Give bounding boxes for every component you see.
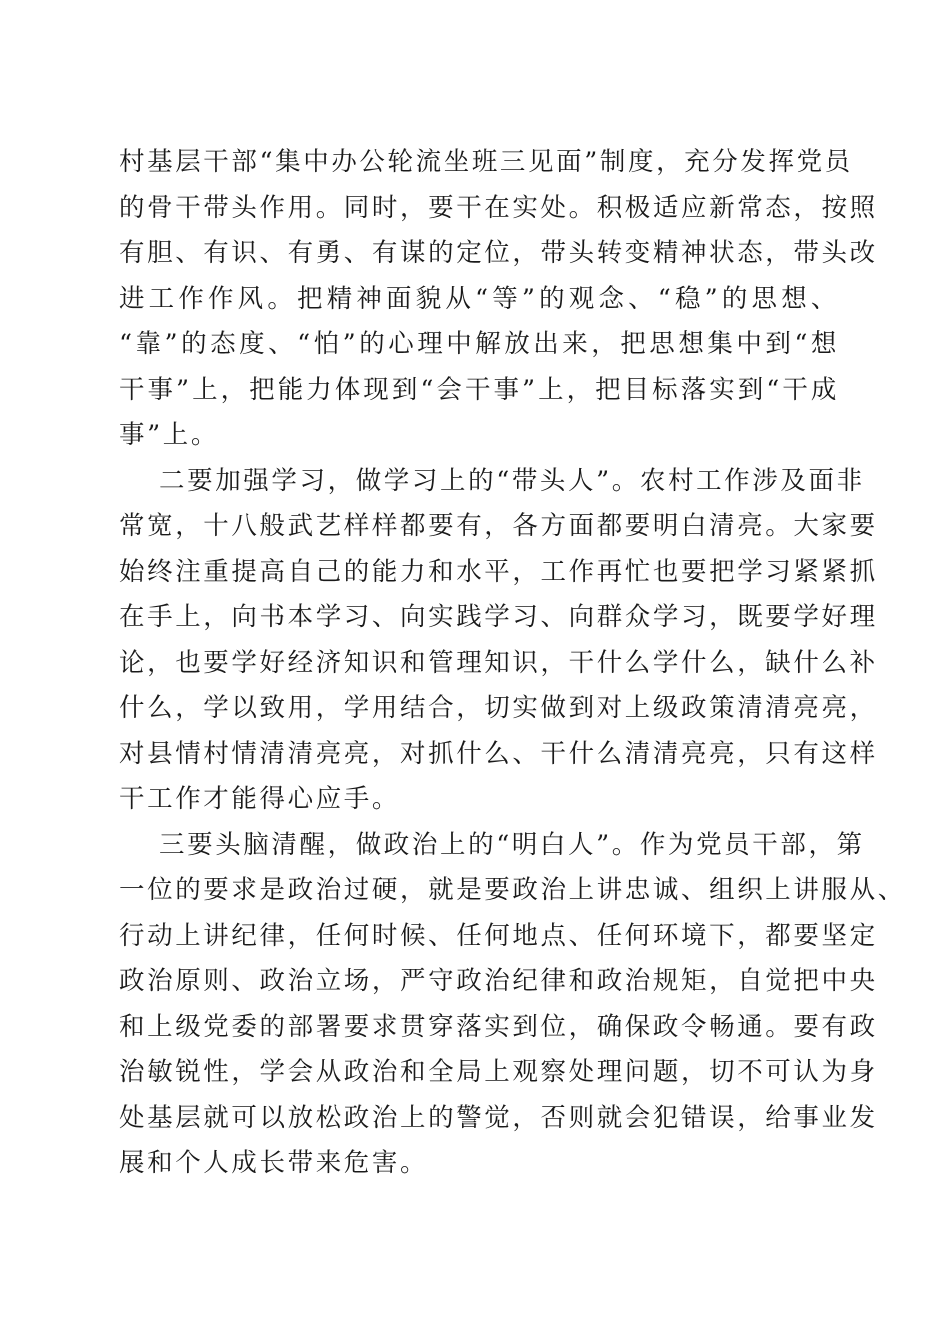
text-line: 始终注重提高自己的能力和水平，工作再忙也要把学习紧紧抓	[119, 556, 878, 587]
text-line: 在手上，向书本学习、向实践学习、向群众学习，既要学好理	[119, 602, 878, 632]
text-line: 村基层干部“集中办公轮流坐班三见面”制度，充分发挥党员	[119, 147, 853, 177]
text-line: “靠”的态度、“怕”的心理中解放出来，把思想集中到“想	[119, 329, 839, 359]
text-line: 干事”上，把能力体现到“会干事”上，把目标落实到“干成	[119, 374, 839, 405]
text-line: 处基层就可以放松政治上的警觉，否则就会犯错误，给事业发	[119, 1102, 878, 1133]
text-line: 的骨干带头作用。同时，要干在实处。积极适应新常态，按照	[119, 192, 878, 223]
paragraph-1	[119, 140, 878, 459]
body-text	[119, 140, 906, 1187]
text-line: 二要加强学习，做学习上的“带头人”。农村工作涉及面非	[159, 465, 865, 496]
text-line: 什么，学以致用，学用结合，切实做到对上级政策清清亮亮，	[119, 693, 878, 723]
text-line: 常宽，十八般武艺样样都要有，各方面都要明白清亮。大家要	[119, 511, 878, 541]
text-line: 治敏锐性，学会从政治和全局上观察处理问题，切不可认为身	[119, 1057, 878, 1087]
text-line: 行动上讲纪律，任何时候、任何地点、任何环境下，都要坚定	[119, 920, 878, 951]
text-line: 三要头脑清醒，做政治上的“明白人”。作为党员干部，第	[159, 829, 865, 860]
text-line: 有胆、有识、有勇、有谋的定位，带头转变精神状态，带头改	[119, 238, 878, 268]
paragraph-2	[119, 459, 878, 823]
text-line: 和上级党委的部署要求贯穿落实到位，确保政令畅通。要有政	[119, 1011, 878, 1042]
text-line: 展和个人成长带来危害。	[119, 1148, 429, 1178]
text-line: 对县情村情清清亮亮，对抓什么、干什么清清亮亮，只有这样	[119, 738, 878, 769]
text-line: 政治原则、政治立场，严守政治纪律和政治规矩，自觉把中央	[119, 966, 878, 996]
text-line: 进工作作风。把精神面貌从“等”的观念、“稳”的思想、	[119, 283, 839, 314]
text-line: 干工作才能得心应手。	[119, 784, 401, 814]
text-line: 一位的要求是政治过硬，就是要政治上讲忠诚、组织上讲服从、	[119, 875, 906, 905]
text-line: 论，也要学好经济知识和管理知识，干什么学什么，缺什么补	[119, 647, 878, 678]
paragraph-3	[119, 823, 906, 1187]
text-line: 事”上。	[119, 420, 219, 450]
